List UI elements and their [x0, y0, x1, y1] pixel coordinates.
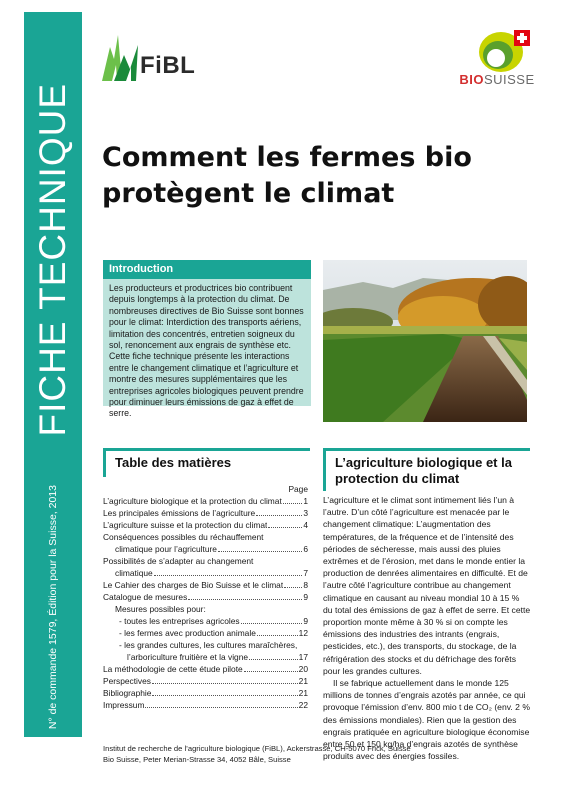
toc-entry-title: climatique: [115, 568, 153, 578]
toc-entry[interactable]: [103, 675, 308, 687]
toc-entry[interactable]: [103, 687, 308, 699]
order-info-wrap: [24, 485, 82, 729]
toc-entry-page: 17: [298, 652, 308, 662]
toc-entry-page: 12: [298, 628, 308, 638]
toc-entry-title[interactable]: Conséquences possibles du réchauffement: [103, 532, 264, 542]
toc-entry-page: 9: [303, 592, 308, 602]
toc-entry-title: Bibliographie: [103, 688, 152, 698]
toc-entry-page: 8: [303, 580, 308, 590]
toc-entry-page: 1: [303, 496, 308, 506]
toc-entry[interactable]: [103, 507, 308, 519]
toc-entry-title: Les principales émissions de l’agriculture: [103, 508, 256, 518]
page-title-line1: Comment les fermes bio: [102, 142, 472, 173]
toc-entry[interactable]: [103, 663, 308, 675]
toc-entry[interactable]: [103, 651, 308, 663]
footer-biosuisse-address: Bio Suisse, Peter Merian-Strasse 34, 4052 Bâle, Suisse: [103, 755, 291, 764]
fibl-wordmark: FiBL: [140, 52, 196, 79]
footer-fibl-address: Institut de recherche de l’agriculture biologique (FiBL), Ackerstrasse, CH-5070 Frick, Suisse: [103, 744, 411, 753]
toc-entry[interactable]: [103, 495, 308, 507]
toc-entry-title: - toutes les entreprises agricoles: [119, 616, 240, 626]
toc-entry-title: climatique pour l’agriculture: [115, 544, 217, 554]
toc-entry-title: L’agriculture suisse et la protection du climat: [103, 520, 268, 530]
toc-entry-title[interactable]: - les grandes cultures, les cultures maraîchères,: [119, 640, 298, 650]
bio-wordmark-prefix: BIO: [459, 72, 484, 87]
toc-entry-page: 21: [298, 676, 308, 686]
toc-entry-title[interactable]: Possibilités de s’adapter au changement: [103, 556, 254, 566]
introduction-heading: Introduction: [103, 260, 311, 279]
toc-entry[interactable]: [103, 579, 308, 591]
toc-entry[interactable]: [103, 519, 308, 531]
toc-entry-title: Le Cahier des charges de Bio Suisse et le climat: [103, 580, 284, 590]
toc-entry-title: La méthodologie de cette étude pilote: [103, 664, 243, 674]
toc-entry-page: 21: [298, 688, 308, 698]
landscape-photo: [323, 260, 527, 422]
article-paragraph: Il se fabrique actuellement dans le monde 125 millions de tonnes d’engrais azotés par année, ce qui provoque l’émission d’env. 800 mio t de CO₂ (env. 2 % des émissions mondiales). Rien que la gestion des engrais pratiquée en agriculture biologique économise entre 50 et 150 kg/ha d’engrais azotés de synthèse produits avec des énergies fossiles.: [323, 678, 530, 762]
introduction-text: Les producteurs et productrices bio contribuent depuis longtemps à la protection du climat. De nombreuses directives de Bio Suisse sont bonnes pour le climat: Interdiction des transports aériens, limitation des concentrés, entretien soigneux du sol, renoncement aux engrais de synthèse etc. Cette fiche technique présente les interactions entre le changement climatique et l’agriculture et montre des mesures supplémentaires que les entreprises agricoles biologiques peuvent prendre pour diminuer leurs émissions de gaz à effet de serre.: [109, 283, 304, 419]
toc-entry[interactable]: [103, 567, 308, 579]
sidebar-title-wrap: [24, 83, 82, 437]
sidebar-band: [24, 12, 82, 737]
article-heading: L’agriculture biologique et la protection du climat: [323, 448, 530, 491]
footer-addresses: [103, 743, 411, 765]
toc-entry[interactable]: [103, 615, 308, 627]
toc-entry-page: 9: [303, 616, 308, 626]
toc-entry-page: 3: [303, 508, 308, 518]
toc-entry-title: Catalogue de mesures: [103, 592, 188, 602]
toc-entry-title: - les fermes avec production animale: [119, 628, 256, 638]
introduction-box: [103, 260, 311, 419]
toc-entry-page: 6: [303, 544, 308, 554]
toc-heading: Table des matières: [103, 448, 310, 477]
toc-entry[interactable]: [103, 699, 308, 711]
bio-wordmark-suffix: SUISSE: [483, 72, 535, 87]
toc-entry-title: L’agriculture biologique et la protection du climat: [103, 496, 282, 506]
order-info: N° de commande 1579, Édition pour la Suisse, 2013: [47, 484, 59, 729]
toc-entry[interactable]: [103, 627, 308, 639]
article-body: [323, 494, 531, 762]
bio-suisse-wordmark: [452, 72, 542, 87]
page-title: [102, 140, 502, 212]
toc-entry-page: 7: [303, 568, 308, 578]
toc-page-label: Page: [288, 484, 308, 494]
toc-entry-page: 20: [298, 664, 308, 674]
toc-entry-page: 4: [303, 520, 308, 530]
toc-entry-title: Perspectives: [103, 676, 151, 686]
toc-entry-page: 22: [298, 700, 308, 710]
toc-entry[interactable]: [103, 591, 308, 603]
toc-subheading: Mesures possibles pour:: [115, 604, 206, 614]
page-title-line2: protègent le climat: [102, 178, 395, 209]
article-paragraph: L’agriculture et le climat sont intimement liés l’un à l’autre. D’un côté l’agriculture est menacée par le changement climatique: L’augmentation des températures, de la fréquence et de l’intensité des périodes de sécheresse, mais aussi des pluies extrêmes et de l’érosion, met dans le monde entier la production de denrées alimentaires en difficulté. Et de l’autre côté l’agriculture contribue au changement climatique en causant au niveau mondial 10 à 15 % du total des émissions de gaz à effet de serre. Et cette proportion monte même à 30 % si on compte les émissions des industries des intrants (engrais, pesticides, etc.), des transports, du stockage, de la réfrigération des stocks et du défrichage des forêts pour les grandes cultures.: [323, 495, 531, 676]
table-of-contents: [103, 483, 308, 711]
toc-entry[interactable]: [103, 543, 308, 555]
toc-entry-title: l’arboriculture fruitière et la vigne: [127, 652, 249, 662]
sidebar-title: FICHE TECHNIQUE: [32, 83, 73, 437]
toc-entry-title: Impressum: [103, 700, 145, 710]
